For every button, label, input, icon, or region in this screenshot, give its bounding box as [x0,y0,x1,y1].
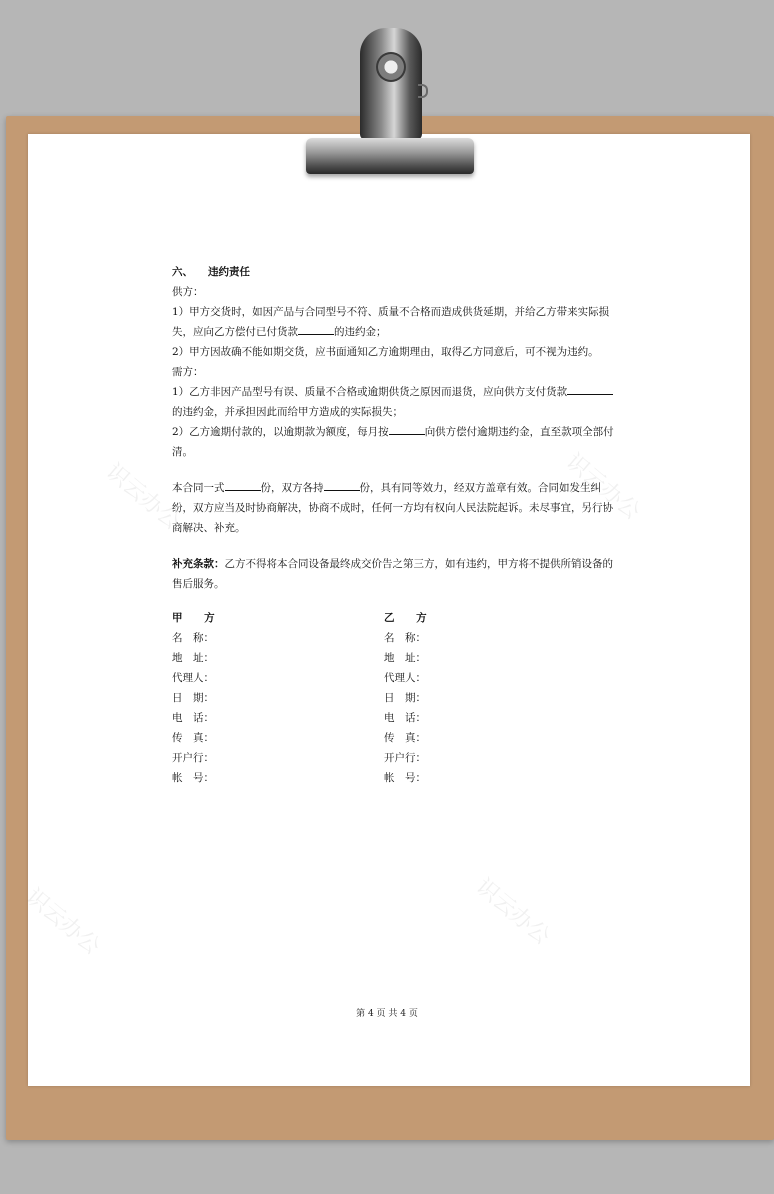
watermark: 识云办公 [470,874,555,950]
party-b-field: 代理人： [384,672,426,684]
blank-line [324,478,360,491]
supplement-label: 补充条款： [172,558,225,570]
party-b-field: 电 话： [384,712,426,724]
supplement-clause-line2: 售后服务。 [172,578,225,590]
watermark: 识云办公 [20,884,105,960]
party-b-block [384,608,436,788]
party-a-title: 甲 方 [172,612,224,624]
supplier-item-1: 1）甲方交货时，如因产品与合同型号不符、质量不合格而造成供货延期，并给乙方带来实际损 [172,306,610,318]
party-a-field: 地 址： [172,652,214,664]
party-b-field: 地 址： [384,652,426,664]
supplier-item-2: 2）甲方因故确不能如期交货，应书面通知乙方逾期理由，取得乙方同意后，可不视为违约。 [172,346,599,358]
party-a-field: 名 称： [172,632,214,644]
supplier-item-1-cont: 失，应向乙方偿付已付货款 的违约金； [172,322,608,342]
clip-front-icon [306,138,474,174]
party-b-field: 开户行： [384,752,426,764]
buyer-item-1: 1）乙方非因产品型号有误、质量不合格或逾期供货之原因而退货，应向供方支付货款 [172,382,608,402]
blank-line [298,322,334,335]
section-heading [172,262,608,282]
party-a-field: 开户行： [172,752,214,764]
buyer-item-1-cont: 的违约金，并承担因此而给甲方造成的实际损失； [172,406,403,418]
party-b-field: 日 期： [384,692,426,704]
party-a-field: 代理人： [172,672,214,684]
buyer-item-2: 2）乙方逾期付款的，以逾期款为额度，每月按 向供方偿付逾期违约金，直至款项全部付 [172,422,608,442]
buyer-item-2-cont: 清。 [172,446,193,458]
document-body [172,262,614,798]
supplement-clause: 补充条款：乙方不得将本合同设备最终成交价告之第三方，如有违约，甲方将不提供所销设备的 [172,558,613,570]
clip-ring-icon [376,52,406,82]
section-number: 六、 [172,266,193,278]
section-title: 违约责任 [208,266,250,278]
party-a-field: 电 话： [172,712,214,724]
party-a-field: 日 期： [172,692,214,704]
copies-clause: 本合同一式 份，双方各持 份，具有同等效力，经双方盖章有效。合同如发生纠 [172,478,608,498]
watermark: 识云办公 [100,459,185,535]
blank-line [567,382,613,395]
party-b-field: 传 真： [384,732,426,744]
buyer-label: 需方： [172,366,204,378]
blank-line [225,478,261,491]
blank-line [389,422,425,435]
copies-clause-line3: 商解决、补充。 [172,522,246,534]
clip-wire-icon [418,84,428,98]
party-a-field: 帐 号： [172,772,214,784]
party-b-title: 乙 方 [384,612,436,624]
signature-block [172,608,608,798]
party-a-block [172,608,224,788]
binder-clip-icon [360,28,422,140]
party-b-field: 帐 号： [384,772,426,784]
copies-clause-line2: 纷，双方应当及时协商解决，协商不成时，任何一方均有权向人民法院起诉。未尽事宜，另行协 [172,502,613,514]
page-number: 第 4 页 共 4 页 [356,1009,418,1019]
party-a-field: 传 真： [172,732,214,744]
party-b-field: 名 称： [384,632,426,644]
watermark: 识云办公 [560,449,645,525]
supplier-label: 供方： [172,286,204,298]
